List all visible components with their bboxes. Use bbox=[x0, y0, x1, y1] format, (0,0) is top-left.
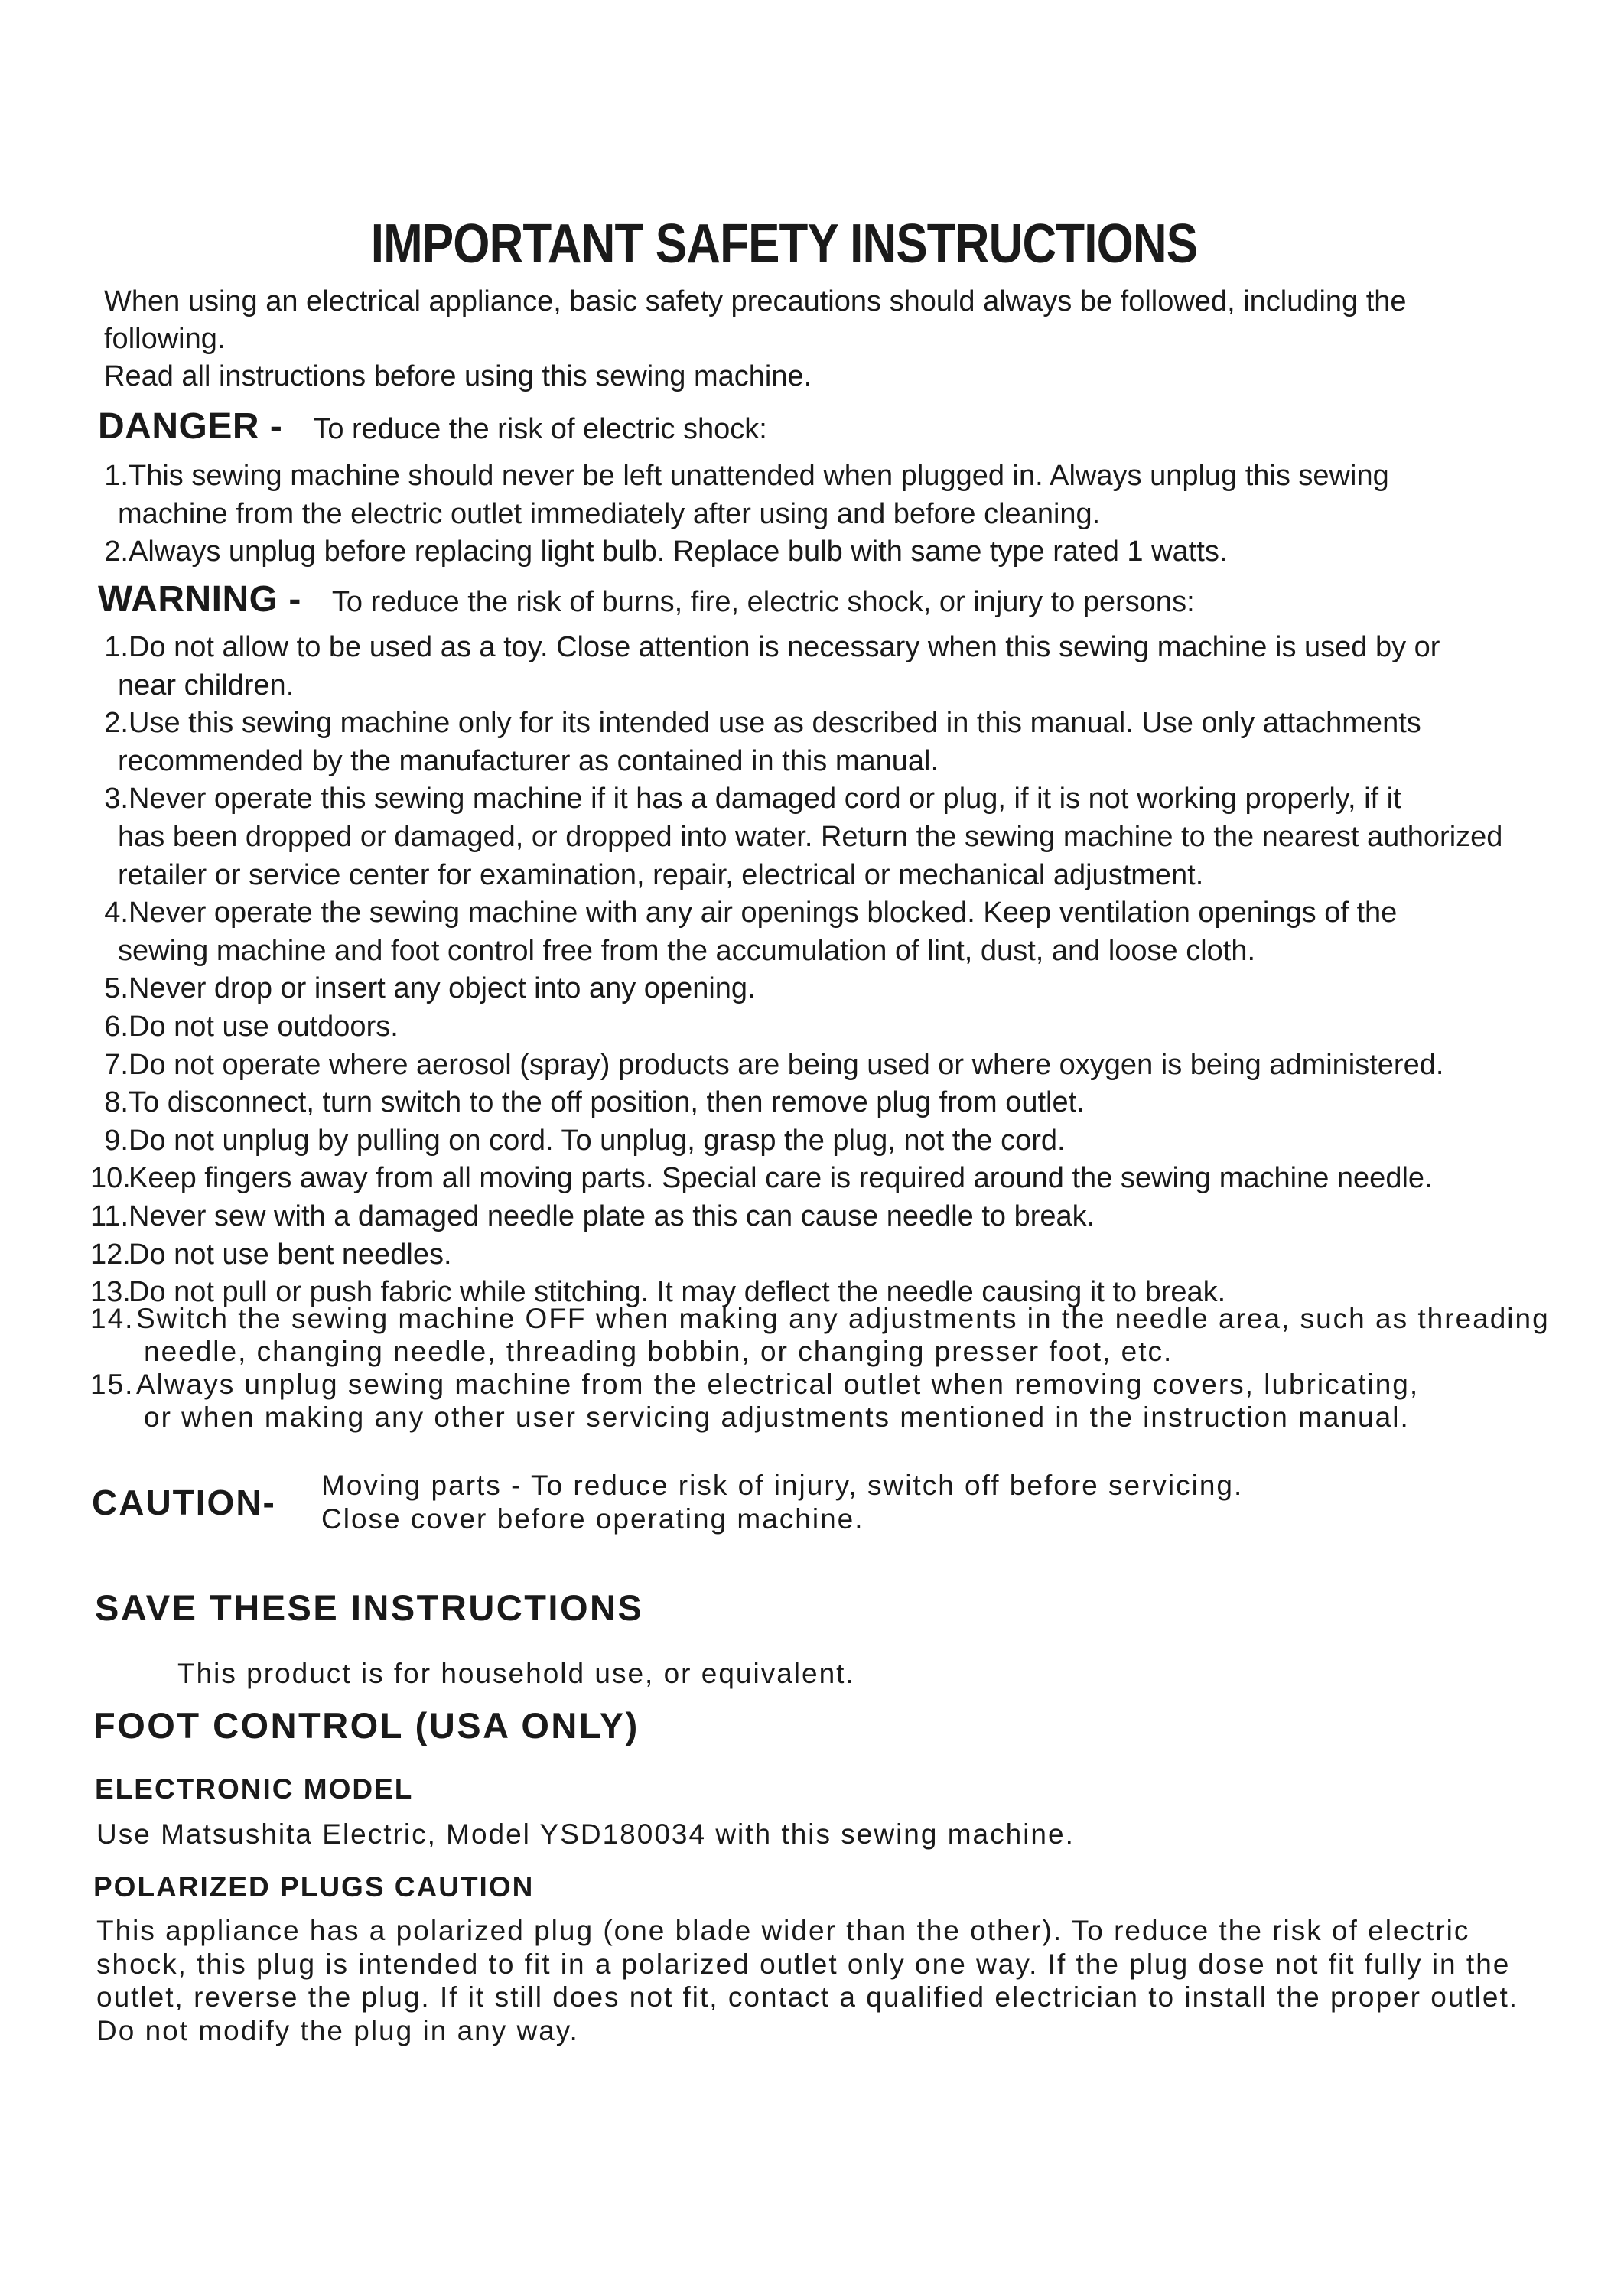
item-line: Do not allow to be used as a toy. Close attention is necessary when this sewing machine is used by or bbox=[129, 631, 1440, 663]
item-line: To disconnect, turn switch to the off position, then remove plug from outlet. bbox=[129, 1086, 1085, 1119]
item-line: Switch the sewing machine OFF when making any adjustments in the needle area, such as threading bbox=[136, 1303, 1550, 1334]
polarized-plugs-text bbox=[96, 1914, 1518, 2047]
item-number: 7. bbox=[104, 1048, 129, 1081]
item-text bbox=[129, 533, 1590, 571]
caution-block bbox=[92, 1469, 1243, 1536]
item-line: Always unplug before replacing light bulb. Replace bulb with same type rated 1 watts. bbox=[129, 536, 1228, 568]
page-title: IMPORTANT SAFETY INSTRUCTIONS bbox=[370, 213, 1198, 275]
item-line: Never operate the sewing machine with any air openings blocked. Keep ventilation openings of the bbox=[129, 897, 1398, 929]
list-item bbox=[90, 970, 1590, 1008]
item-line: Do not pull or push fabric while stitching. It may deflect the needle causing it to break. bbox=[129, 1276, 1226, 1309]
item-number: 9. bbox=[104, 1124, 129, 1157]
item-text bbox=[118, 894, 1590, 970]
item-text bbox=[133, 1368, 1590, 1434]
list-item bbox=[90, 780, 1590, 894]
item-line: Always unplug sewing machine from the electrical outlet when removing covers, lubricating, bbox=[136, 1369, 1420, 1400]
item-number: 12. bbox=[90, 1238, 131, 1271]
item-line: needle, changing needle, threading bobbin, or changing presser foot, etc. bbox=[144, 1336, 1173, 1367]
item-line: Do not use outdoors. bbox=[129, 1010, 399, 1043]
item-number: 1. bbox=[104, 631, 129, 663]
item-number: 6. bbox=[104, 1010, 129, 1043]
item-text bbox=[129, 1160, 1590, 1198]
caution-label: CAUTION- bbox=[92, 1483, 276, 1522]
item-line: Do not operate where aerosol (spray) products are being used or where oxygen is being administered. bbox=[129, 1048, 1444, 1081]
item-number: 15. bbox=[90, 1369, 135, 1400]
warning-heading bbox=[98, 578, 1195, 620]
item-text bbox=[118, 457, 1590, 533]
item-text bbox=[129, 1008, 1590, 1047]
list-item bbox=[90, 1008, 1590, 1047]
list-item bbox=[90, 1047, 1590, 1085]
item-line: near children. bbox=[118, 669, 295, 702]
warning-label: WARNING - bbox=[98, 579, 301, 620]
polarized-plugs-heading: POLARIZED PLUGS CAUTION bbox=[93, 1871, 535, 1903]
intro-paragraph bbox=[104, 283, 1542, 396]
item-line: sewing machine and foot control free from the accumulation of lint, dust, and loose cloth. bbox=[118, 934, 1256, 967]
caution-description bbox=[321, 1469, 1243, 1536]
list-item bbox=[90, 457, 1590, 533]
polarized-line: Do not modify the plug in any way. bbox=[96, 2014, 579, 2046]
item-number: 13. bbox=[90, 1276, 131, 1309]
intro-line: following. bbox=[104, 323, 226, 355]
list-item bbox=[90, 1084, 1590, 1122]
item-text bbox=[129, 1198, 1590, 1236]
save-heading: SAVE THESE INSTRUCTIONS bbox=[95, 1587, 644, 1628]
item-line: or when making any other user servicing adjustments mentioned in the instruction manual. bbox=[144, 1401, 1410, 1433]
item-text bbox=[118, 705, 1590, 780]
polarized-line: shock, this plug is intended to fit in a polarized outlet only one way. If the plug dose not fit fully in the bbox=[96, 1948, 1511, 1980]
list-item bbox=[90, 894, 1590, 970]
list-item bbox=[90, 705, 1590, 780]
item-text bbox=[129, 1122, 1590, 1161]
item-text bbox=[129, 970, 1590, 1008]
item-line: machine from the electric outlet immediately after using and before cleaning. bbox=[118, 497, 1101, 530]
danger-label: DANGER - bbox=[98, 406, 283, 447]
danger-list bbox=[90, 457, 1590, 571]
item-number: 5. bbox=[104, 972, 129, 1005]
polarized-line: outlet, reverse the plug. If it still does not fit, contact a qualified electrician to install the proper outlet. bbox=[96, 1981, 1519, 2013]
item-line: Never operate this sewing machine if it has a damaged cord or plug, if it is not working properly, if it bbox=[129, 783, 1401, 815]
item-text bbox=[118, 629, 1590, 705]
item-line: This sewing machine should never be left unattended when plugged in. Always unplug this sewing bbox=[129, 460, 1389, 492]
item-number: 2. bbox=[104, 707, 129, 740]
item-line: Do not unplug by pulling on cord. To unplug, grasp the plug, not the cord. bbox=[129, 1124, 1066, 1157]
caution-line: Close cover before operating machine. bbox=[321, 1503, 864, 1535]
intro-line: Read all instructions before using this sewing machine. bbox=[104, 360, 812, 392]
item-number: 4. bbox=[104, 897, 129, 929]
caution-line: Moving parts - To reduce risk of injury, switch off before servicing. bbox=[321, 1470, 1244, 1501]
foot-control-heading: FOOT CONTROL (USA ONLY) bbox=[93, 1705, 640, 1746]
warning-description: To reduce the risk of burns, fire, electric shock, or injury to persons: bbox=[331, 586, 1195, 618]
item-line: Never drop or insert any object into any opening. bbox=[129, 972, 756, 1005]
item-text bbox=[133, 1302, 1590, 1368]
polarized-line: This appliance has a polarized plug (one blade wider than the other). To reduce the risk of electric bbox=[96, 1915, 1470, 1946]
item-text bbox=[118, 780, 1590, 894]
electronic-model-heading: ELECTRONIC MODEL bbox=[95, 1773, 414, 1805]
list-item bbox=[90, 629, 1590, 705]
list-item bbox=[90, 1198, 1590, 1236]
item-number: 11. bbox=[90, 1200, 129, 1232]
item-line: Use this sewing machine only for its intended use as described in this manual. Use only attachments bbox=[129, 707, 1421, 740]
item-number: 8. bbox=[104, 1086, 129, 1119]
item-number: 14. bbox=[90, 1303, 135, 1334]
electronic-model-text: Use Matsushita Electric, Model YSD180034 with this sewing machine. bbox=[96, 1818, 1075, 1850]
item-text bbox=[129, 1084, 1590, 1122]
list-item bbox=[90, 1368, 1590, 1434]
warning-list bbox=[90, 629, 1590, 1312]
item-line: has been dropped or damaged, or dropped into water. Return the sewing machine to the nearest authorized bbox=[118, 820, 1503, 853]
danger-description: To reduce the risk of electric shock: bbox=[313, 413, 767, 445]
list-item bbox=[90, 1302, 1590, 1368]
list-item bbox=[90, 1236, 1590, 1274]
item-line: Never sew with a damaged needle plate as this can cause needle to break. bbox=[129, 1200, 1095, 1232]
item-line: retailer or service center for examination, repair, electrical or mechanical adjustment. bbox=[118, 858, 1204, 891]
save-text: This product is for household use, or equivalent. bbox=[177, 1658, 855, 1689]
list-item bbox=[90, 1122, 1590, 1161]
list-item bbox=[90, 533, 1590, 571]
warning-list-continued bbox=[90, 1302, 1590, 1434]
item-text bbox=[129, 1047, 1590, 1085]
item-line: Do not use bent needles. bbox=[129, 1238, 452, 1271]
item-line: Keep fingers away from all moving parts. Special care is required around the sewing machine needle. bbox=[129, 1162, 1433, 1195]
item-line: recommended by the manufacturer as contained in this manual. bbox=[118, 744, 939, 777]
item-text bbox=[129, 1236, 1590, 1274]
item-number: 1. bbox=[104, 460, 129, 492]
intro-line: When using an electrical appliance, basic safety precautions should always be followed, including the bbox=[104, 285, 1407, 317]
item-number: 10. bbox=[90, 1162, 131, 1195]
list-item bbox=[90, 1160, 1590, 1198]
danger-heading bbox=[98, 405, 767, 448]
item-number: 2. bbox=[104, 536, 129, 568]
item-number: 3. bbox=[104, 783, 129, 815]
